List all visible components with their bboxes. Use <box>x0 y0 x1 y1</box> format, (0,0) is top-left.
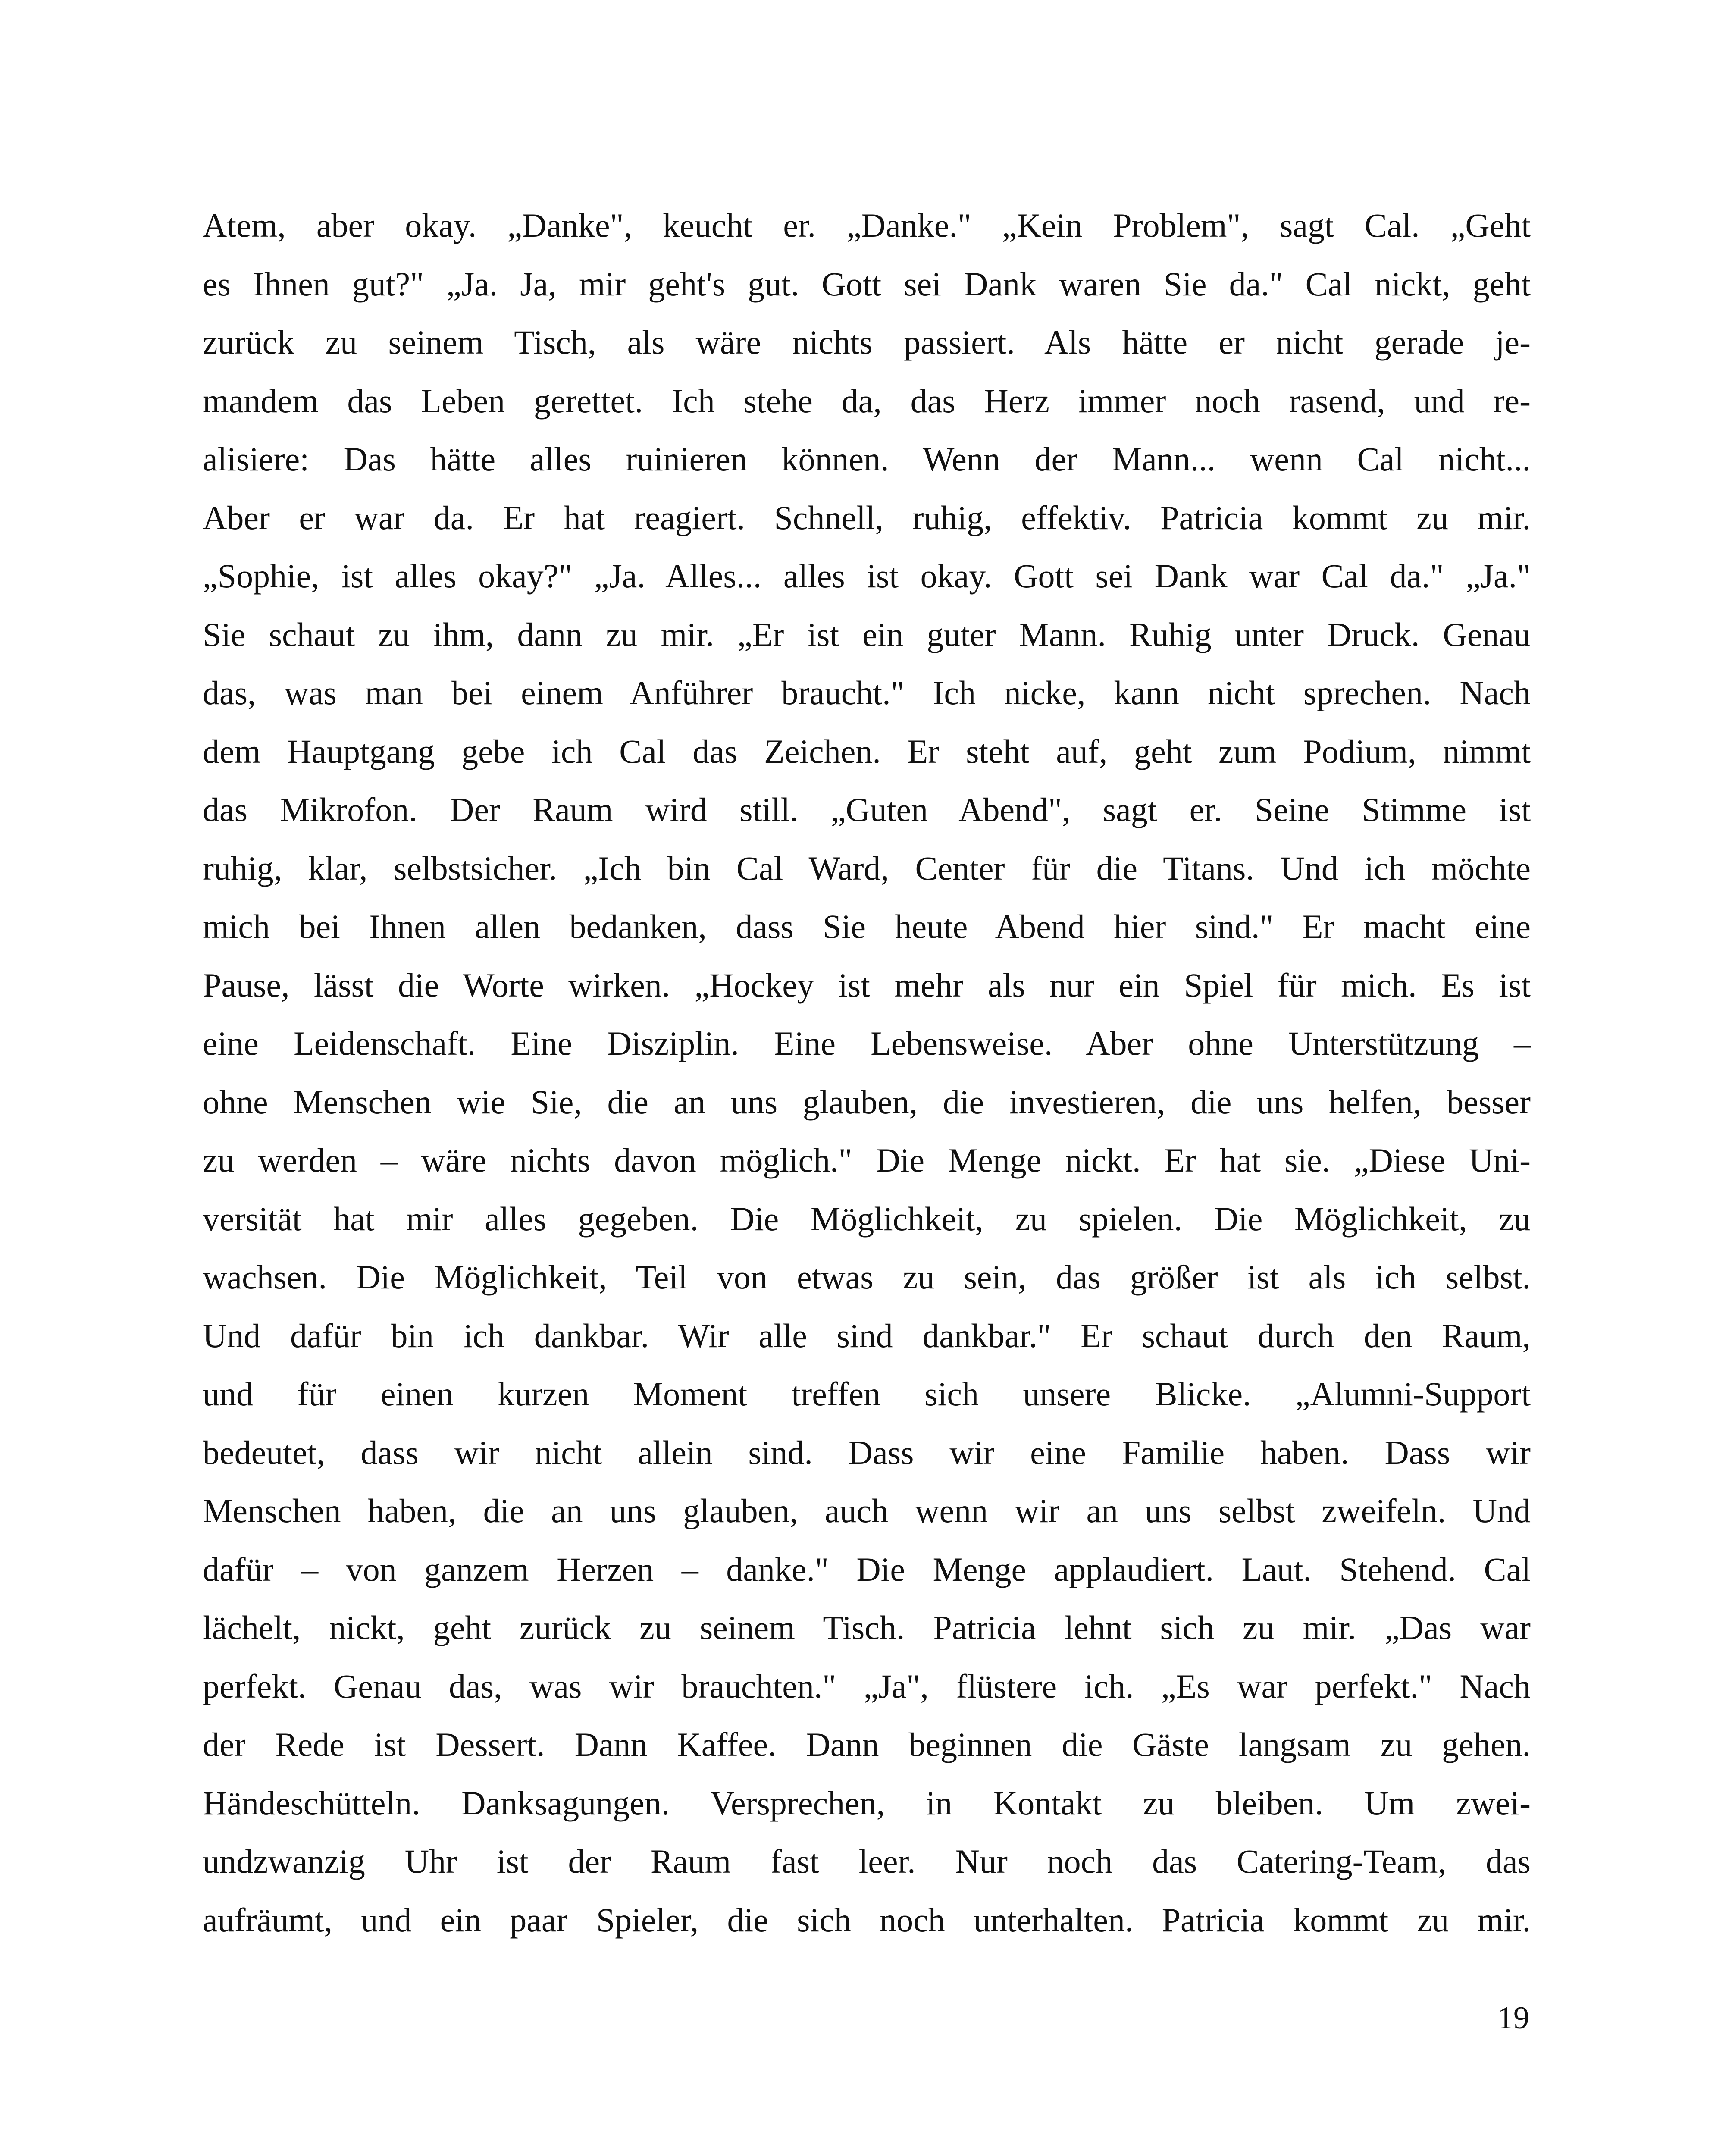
text-line: und für einen kurzen Moment treffen sich unsere Blicke. „Alumni-Support <box>203 1375 1531 1413</box>
text-line: Aber er war da. Er hat reagiert. Schnell, ruhig, effektiv. Patricia kommt zu mir. <box>203 498 1531 536</box>
text-line: versität hat mir alles gegeben. Die Möglichkeit, zu spielen. Die Möglichkeit, zu <box>203 1200 1531 1238</box>
text-line: alisiere: Das hätte alles ruinieren können. Wenn der Mann... wenn Cal nicht... <box>203 440 1531 478</box>
text-line: dafür – von ganzem Herzen – danke." Die Menge applaudiert. Laut. Stehend. Cal <box>203 1550 1531 1588</box>
body-text <box>203 196 1531 1949</box>
text-line: bedeutet, dass wir nicht allein sind. Dass wir eine Familie haben. Dass wir <box>203 1433 1531 1471</box>
text-line: Sie schaut zu ihm, dann zu mir. „Er ist ein guter Mann. Ruhig unter Druck. Genau <box>203 615 1531 653</box>
text-line: aufräumt, und ein paar Spieler, die sich noch unterhalten. Patricia kommt zu mir. <box>203 1901 1531 1939</box>
text-line: ohne Menschen wie Sie, die an uns glauben, die investieren, die uns helfen, besser <box>203 1083 1531 1121</box>
text-line: mandem das Leben gerettet. Ich stehe da, das Herz immer noch rasend, und re- <box>203 382 1531 420</box>
text-line: „Sophie, ist alles okay?" „Ja. Alles... alles ist okay. Gott sei Dank war Cal da." „Ja." <box>203 557 1531 595</box>
text-line: Pause, lässt die Worte wirken. „Hockey ist mehr als nur ein Spiel für mich. Es ist <box>203 966 1531 1004</box>
text-line: zurück zu seinem Tisch, als wäre nichts passiert. Als hätte er nicht gerade je- <box>203 323 1531 361</box>
text-line: ruhig, klar, selbstsicher. „Ich bin Cal Ward, Center für die Titans. Und ich möchte <box>203 849 1531 887</box>
text-line: eine Leidenschaft. Eine Disziplin. Eine Lebensweise. Aber ohne Unterstützung – <box>203 1025 1531 1062</box>
text-line: Händeschütteln. Danksagungen. Versprechen, in Kontakt zu bleiben. Um zwei- <box>203 1784 1531 1822</box>
text-line: undzwanzig Uhr ist der Raum fast leer. Nur noch das Catering-Team, das <box>203 1843 1531 1880</box>
text-line: lächelt, nickt, geht zurück zu seinem Tisch. Patricia lehnt sich zu mir. „Das war <box>203 1609 1531 1646</box>
text-line: wachsen. Die Möglichkeit, Teil von etwas zu sein, das größer ist als ich selbst. <box>203 1258 1531 1296</box>
text-line: Und dafür bin ich dankbar. Wir alle sind dankbar." Er schaut durch den Raum, <box>203 1316 1531 1354</box>
text-line: das Mikrofon. Der Raum wird still. „Guten Abend", sagt er. Seine Stimme ist <box>203 791 1531 828</box>
page-number: 19 <box>1497 2000 1529 2036</box>
text-line: perfekt. Genau das, was wir brauchten." „Ja", flüstere ich. „Es war perfekt." Nach <box>203 1667 1531 1705</box>
text-line: Menschen haben, die an uns glauben, auch wenn wir an uns selbst zweifeln. Und <box>203 1492 1531 1529</box>
text-line: es Ihnen gut?" „Ja. Ja, mir geht's gut. Gott sei Dank waren Sie da." Cal nickt, geht <box>203 265 1531 303</box>
text-line: zu werden – wäre nichts davon möglich." Die Menge nickt. Er hat sie. „Diese Uni- <box>203 1141 1531 1179</box>
text-line: mich bei Ihnen allen bedanken, dass Sie heute Abend hier sind." Er macht eine <box>203 908 1531 945</box>
text-line: dem Hauptgang gebe ich Cal das Zeichen. Er steht auf, geht zum Podium, nimmt <box>203 732 1531 770</box>
text-line: Atem, aber okay. „Danke", keucht er. „Danke." „Kein Problem", sagt Cal. „Geht <box>203 207 1531 244</box>
text-line: das, was man bei einem Anführer braucht." Ich nicke, kann nicht sprechen. Nach <box>203 674 1531 711</box>
text-line: der Rede ist Dessert. Dann Kaffee. Dann beginnen die Gäste langsam zu gehen. <box>203 1726 1531 1763</box>
